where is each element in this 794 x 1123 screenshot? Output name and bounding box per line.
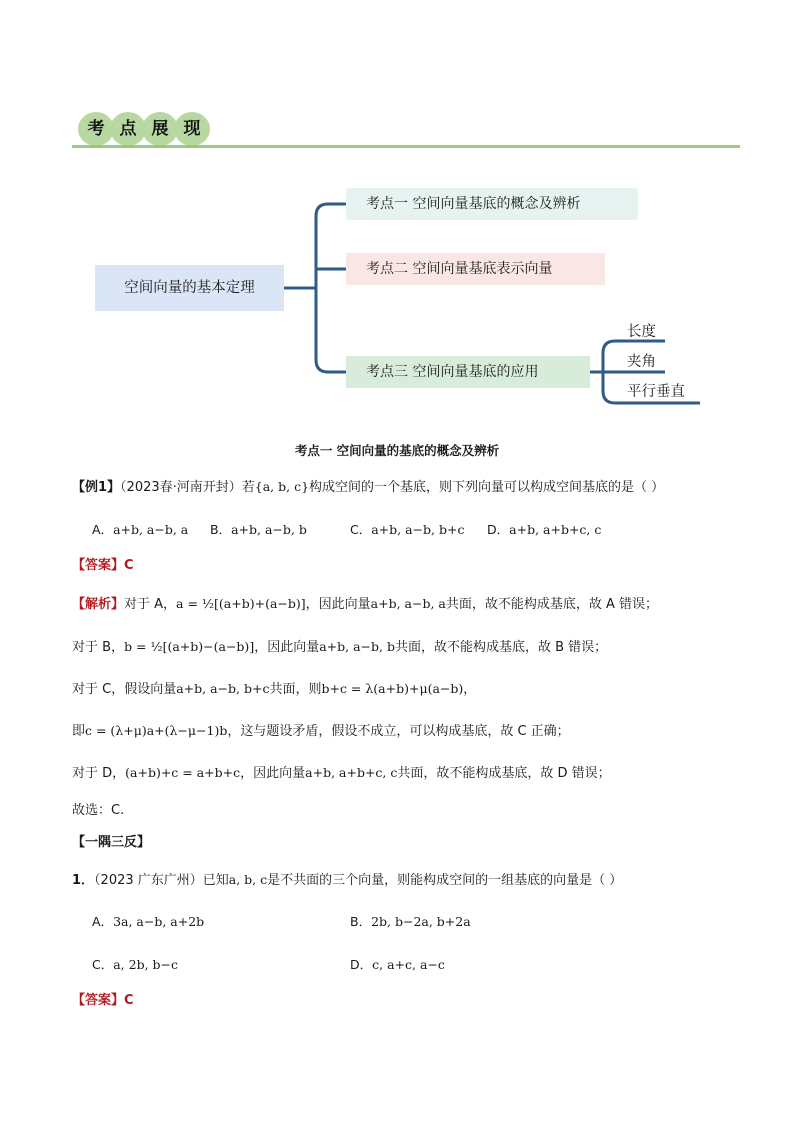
header-char-4: 现	[174, 112, 210, 146]
practice-option-b: B．2b, b−2a, b+2a	[350, 914, 471, 929]
mindmap-branch-3: 考点三 空间向量基底的应用	[346, 356, 590, 388]
header-char-2: 点	[110, 112, 146, 146]
analysis-line-3: 对于 C，假设向量a+b, a−b, b+c共面，则b+c = λ(a+b)+μ(a−b)，	[72, 681, 477, 697]
analysis-line-2: 对于 B，b = ½[(a+b)−(a−b)]，因此向量a+b, a−b, b共面，故不能构成基底，故 B 错误；	[72, 639, 608, 655]
example-post: 构成空间的一个基底，则下列向量可以构成空间基底的是（ ）	[309, 480, 665, 495]
example-option-b: B．a+b, a−b, b	[210, 522, 307, 537]
example-answer: 【答案】C	[72, 558, 134, 573]
example-tag: 【例1】	[72, 480, 121, 495]
header-char-1: 考	[78, 112, 114, 146]
mindmap-leaf-angle: 夹角	[627, 354, 656, 370]
mindmap-leaf-parallel: 平行垂直	[627, 384, 685, 400]
practice-option-c: C．a, 2b, b−c	[92, 957, 179, 972]
example-option-d: D．a+b, a+b+c, c	[487, 522, 602, 537]
mindmap-leaf-length: 长度	[627, 324, 656, 340]
analysis-choose: 故选：C.	[72, 803, 125, 818]
example-set: {a, b, c}	[254, 479, 310, 494]
example-option-c: C．a+b, a−b, b+c	[350, 522, 465, 537]
mindmap-branch-1: 考点一 空间向量基底的概念及辨析	[346, 188, 638, 220]
practice-question: 1．（2023 广东广州）已知a, b, c是不共面的三个向量，则能构成空间的一组基底的向量是（ ）	[72, 872, 623, 888]
example-source: （2023春·河南开封）	[120, 480, 242, 495]
mindmap-root: 空间向量的基本定理	[95, 265, 284, 311]
practice-tag: 【一隅三反】	[72, 835, 151, 850]
example-option-a: A．a+b, a−b, a	[92, 522, 189, 537]
practice-option-a: A．3a, a−b, a+2b	[92, 914, 205, 929]
analysis-line-1: 【解析】对于 A，a = ½[(a+b)+(a−b)]，因此向量a+b, a−b, a共面，故不能构成基底，故 A 错误；	[72, 596, 659, 612]
example-question	[72, 477, 664, 498]
example-pre: 若	[241, 480, 255, 495]
header-char-3: 展	[142, 112, 178, 146]
practice-answer: 【答案】C	[72, 993, 134, 1008]
practice-option-d: D．c, a+c, a−c	[350, 957, 445, 972]
mindmap-branch-2: 考点二 空间向量基底表示向量	[346, 253, 605, 285]
section-title: 考点一 空间向量的基底的概念及辨析	[294, 443, 500, 458]
analysis-line-4: 即c = (λ+μ)a+(λ−μ−1)b，这与题设矛盾，假设不成立，可以构成基底，故 C 正确；	[72, 723, 570, 739]
analysis-line-5: 对于 D，(a+b)+c = a+b+c，因此向量a+b, a+b+c, c共面，故不能构成基底，故 D 错误；	[72, 765, 611, 781]
